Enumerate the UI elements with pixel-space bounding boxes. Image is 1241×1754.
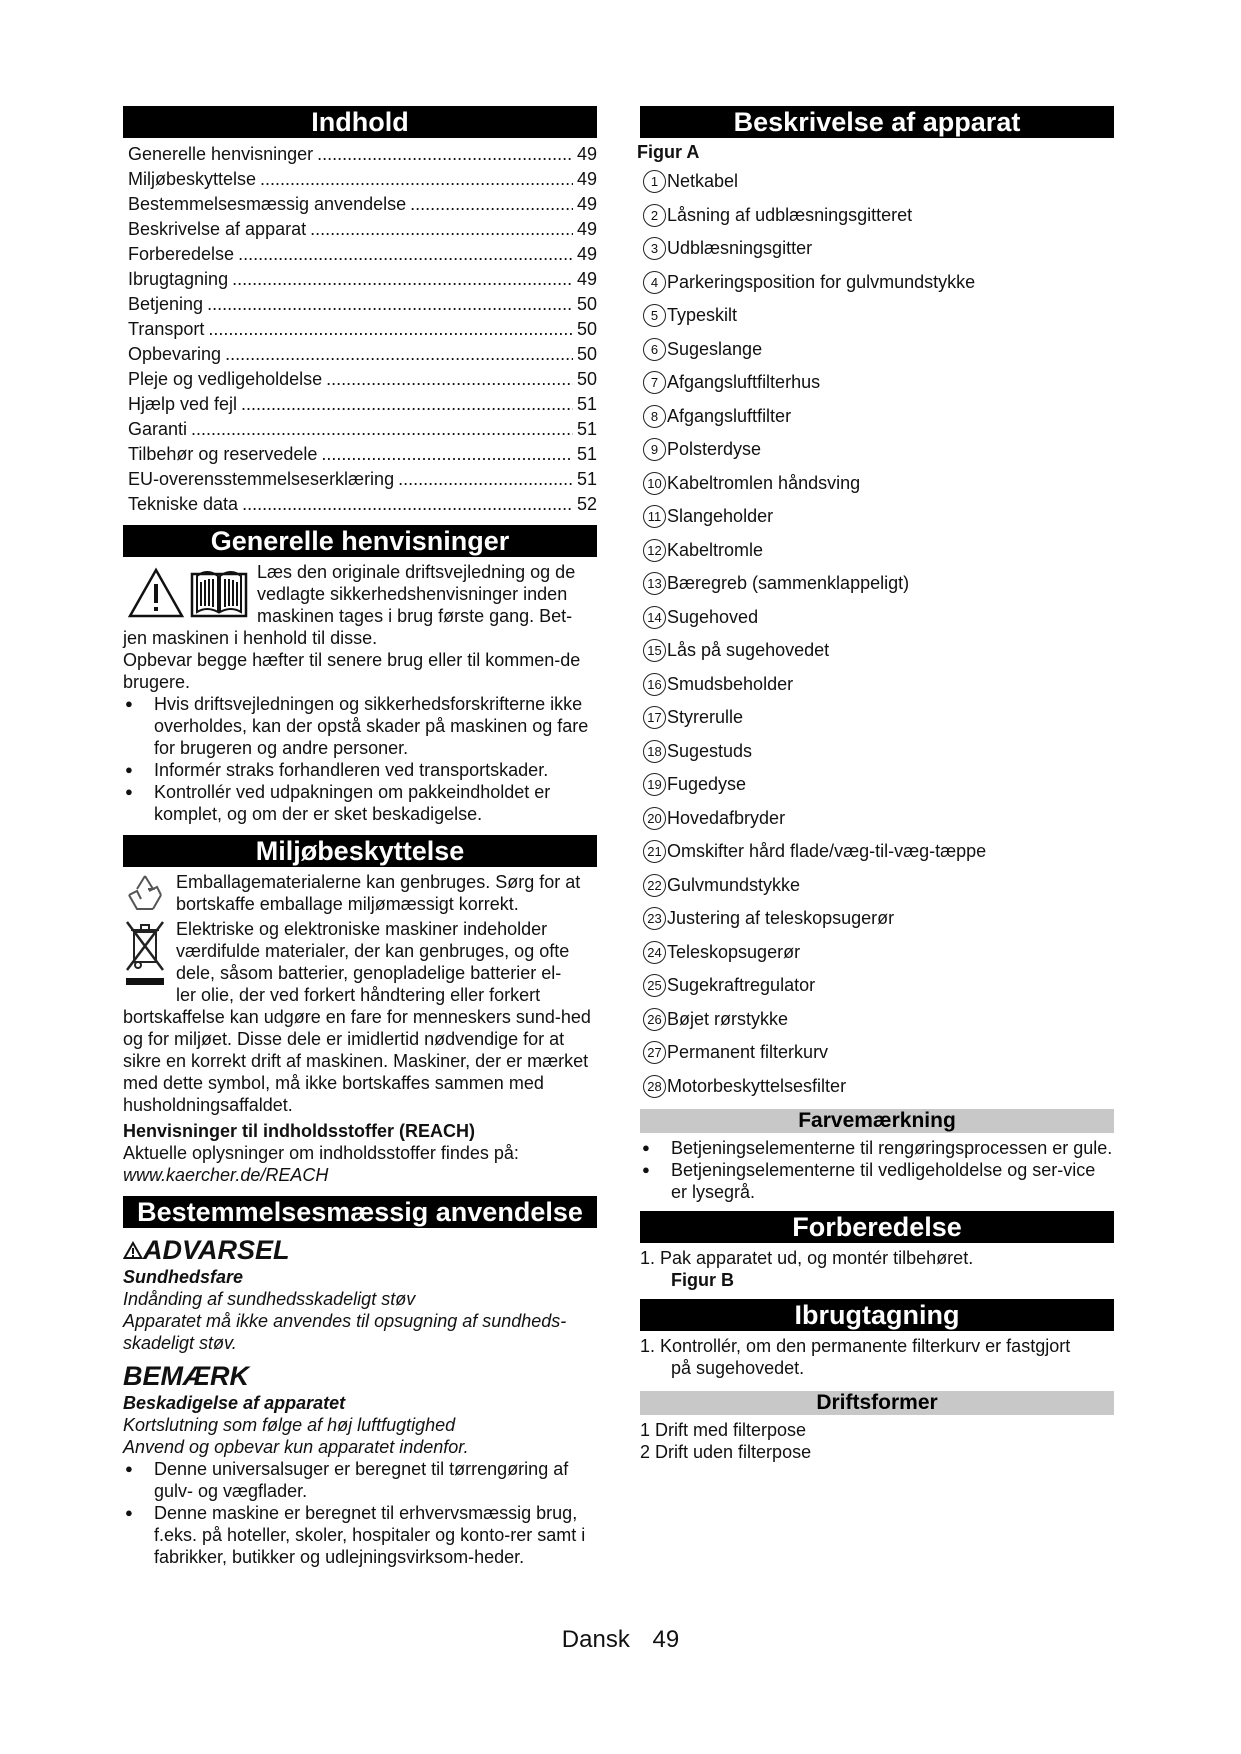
notice-label: BEMÆRK: [123, 1361, 249, 1391]
footer-language: Dansk: [561, 1626, 630, 1653]
list-item: [640, 601, 1114, 635]
part-number-badge: 4: [643, 271, 666, 294]
recycle-icon: [123, 873, 167, 913]
figure-b-label: Figur B: [671, 1270, 734, 1290]
part-number-badge: 20: [643, 807, 666, 830]
list-item: [640, 534, 1114, 568]
warning-label-text: ADVARSEL: [143, 1235, 290, 1265]
color-coding-heading: Farvemærkning: [640, 1109, 1114, 1133]
list-item: ● Kontrollér ved udpakningen om pakkeindholdet er komplet, og om der er sket beskadigelse.: [123, 781, 597, 825]
list-item: [640, 567, 1114, 601]
environment-weee-line: Elektriske og elektroniske maskiner indeholder: [176, 919, 548, 939]
general-intro-tail: jen maskinen i henhold til disse.: [123, 628, 378, 648]
part-label: Justering af teleskopsugerør: [667, 908, 895, 929]
part-label: Udblæsningsgitter: [667, 238, 813, 259]
list-item: [640, 735, 1114, 769]
notice-line: Kortslutning som følge af høj luftfugtighed: [123, 1415, 456, 1435]
part-label: Sugestuds: [667, 740, 753, 761]
part-number-badge: 25: [643, 974, 666, 997]
part-number-badge: 26: [643, 1008, 666, 1031]
part-number-badge: 6: [643, 338, 666, 361]
toc-heading: Indhold: [123, 106, 597, 138]
toc-entry-title: Tilbehør og reservedele: [128, 444, 318, 464]
list-item: [640, 1070, 1114, 1104]
list-item: [640, 467, 1114, 501]
toc-leader-dots: [238, 242, 573, 267]
part-label: Afgangsluftfilterhus: [667, 372, 821, 393]
part-number-badge: 16: [643, 673, 666, 696]
general-heading: Generelle henvisninger: [123, 525, 597, 557]
part-number-badge: 19: [643, 773, 666, 796]
crossed-bin-icon: [123, 918, 167, 990]
part-label: Typeskilt: [667, 305, 738, 326]
toc-entry: [123, 192, 597, 217]
list-item: ● Betjeningselementerne til vedligeholdelse og ser-vice er lysegrå.: [640, 1159, 1114, 1203]
list-item: ● Informér straks forhandleren ved transportskader.: [123, 759, 597, 781]
toc-entry-title: Tekniske data: [128, 494, 239, 514]
toc-entry-page: 49: [576, 269, 597, 289]
toc-entry: [123, 217, 597, 242]
list-item: [640, 634, 1114, 668]
part-label: Styrerulle: [667, 707, 744, 728]
part-label: Sugehoved: [667, 606, 759, 627]
part-number-badge: 23: [643, 907, 666, 930]
warning-line: Indånding af sundhedsskadeligt støv: [123, 1289, 416, 1309]
toc-entry-title: Garanti: [128, 419, 188, 439]
toc-entry-page: 49: [576, 244, 597, 264]
environment-recycle-text: Emballagematerialerne kan genbruges. Sørg for at bortskaffe emballage miljømæssigt korrekt.: [176, 872, 581, 914]
warning-heading: Sundhedsfare: [123, 1267, 244, 1287]
toc-entry-page: 49: [576, 219, 597, 239]
warning-triangle-icon: [123, 1241, 143, 1260]
toc-entry-page: 50: [576, 294, 597, 314]
toc-leader-dots: [241, 392, 573, 417]
part-number-badge: 8: [643, 405, 666, 428]
list-item: [640, 500, 1114, 534]
part-label: Bæregreb (sammenklappeligt): [667, 573, 910, 594]
toc-entry-page: 51: [576, 419, 597, 439]
notice-line: Anvend og opbevar kun apparatet indenfor.: [123, 1437, 469, 1457]
part-label: Kabeltromle: [667, 539, 764, 560]
toc-entry-page: 51: [576, 444, 597, 464]
part-number-badge: 21: [643, 840, 666, 863]
reach-heading: Henvisninger til indholdsstoffer (REACH): [123, 1121, 476, 1141]
toc-entry-page: 50: [576, 369, 597, 389]
part-label: Bøjet rørstykke: [667, 1008, 789, 1029]
list-item: [640, 902, 1114, 936]
general-intro-line: maskinen tages i brug første gang. Bet-: [257, 606, 573, 626]
part-label: Permanent filterkurv: [667, 1042, 829, 1063]
general-bullets: [123, 693, 597, 825]
part-number-badge: 10: [643, 472, 666, 495]
toc-leader-dots: [242, 492, 573, 517]
toc-leader-dots: [410, 192, 573, 217]
toc-leader-dots: [326, 367, 573, 392]
list-item: [640, 299, 1114, 333]
part-number-badge: 3: [643, 237, 666, 260]
warning-label: [123, 1234, 597, 1266]
part-label: Netkabel: [667, 171, 739, 192]
toc-entry-page: 52: [576, 494, 597, 514]
part-label: Slangeholder: [667, 506, 774, 527]
toc-entry: [123, 317, 597, 342]
toc-entry-title: Transport: [128, 319, 205, 339]
toc-leader-dots: [321, 442, 573, 467]
modes-heading: Driftsformer: [640, 1391, 1114, 1415]
toc-entry-title: Generelle henvisninger: [128, 144, 314, 164]
part-number-badge: 28: [643, 1075, 666, 1098]
list-item: [640, 199, 1114, 233]
list-item: [640, 969, 1114, 1003]
part-label: Hovedafbryder: [667, 807, 786, 828]
toc-entry-page: 51: [576, 394, 597, 414]
toc-entry-title: Ibrugtagning: [128, 269, 229, 289]
part-number-badge: 14: [643, 606, 666, 629]
environment-heading: Miljøbeskyttelse: [123, 835, 597, 867]
list-item: ● Denne universalsuger er beregnet til tørrengøring af gulv- og vægflader.: [123, 1458, 597, 1502]
reach-text: Aktuelle oplysninger om indholdsstoffer findes på:: [123, 1143, 519, 1163]
toc-entry-page: 49: [576, 144, 597, 164]
toc-entry-title: Forberedelse: [128, 244, 235, 264]
part-label: Omskifter hård flade/væg-til-væg-tæppe: [667, 841, 987, 862]
part-number-badge: 22: [643, 874, 666, 897]
part-label: Afgangsluftfilter: [667, 405, 792, 426]
toc-entry: [123, 267, 597, 292]
environment-weee-line: dele, såsom batterier, genopladelige batterier el-: [176, 963, 562, 983]
general-intro-line: Læs den originale driftsvejledning og de: [257, 562, 576, 582]
toc-entry: [123, 292, 597, 317]
part-label: Låsning af udblæsningsgitteret: [667, 204, 913, 225]
general-intro-line: vedlagte sikkerhedshenvisninger inden: [257, 584, 568, 604]
toc-entry: [123, 167, 597, 192]
list-item: [640, 400, 1114, 434]
part-label: Fugedyse: [667, 774, 747, 795]
toc-leader-dots: [310, 217, 573, 242]
list-item: ● Hvis driftsvejledningen og sikkerhedsforskrifterne ikke overholdes, kan der opstå skader på maskinen og fare for brugeren og andre personer.: [123, 693, 597, 759]
list-item: [640, 232, 1114, 266]
part-label: Sugekraftregulator: [667, 975, 816, 996]
environment-weee-line: ler olie, der ved forkert håndtering eller forkert: [176, 985, 541, 1005]
list-item: [640, 802, 1114, 836]
general-keep-text: Opbevar begge hæfter til senere brug eller til kommen-de brugere.: [123, 650, 581, 692]
general-intro: [123, 561, 597, 627]
toc-entry-title: Bestemmelsesmæssig anvendelse: [128, 194, 407, 214]
part-number-badge: 15: [643, 639, 666, 662]
toc-leader-dots: [191, 417, 573, 442]
list-item: [640, 333, 1114, 367]
mode-item: 1 Drift med filterpose: [640, 1420, 807, 1440]
list-item: [640, 668, 1114, 702]
toc-leader-dots: [225, 342, 573, 367]
toc-entry-title: Opbevaring: [128, 344, 222, 364]
toc-leader-dots: [208, 317, 573, 342]
left-column: [123, 106, 597, 1568]
environment-weee-tail: bortskaffelse kan udgøre en fare for menneskers sund-hed og for miljøet. Disse dele er imidlertid nødvendige for at sikre en korrekt drift af maskinen. Maskiner, der er mærket med dette symbol, må ikke bortskaffes sammen med husholdningsaffaldet.: [123, 1007, 591, 1115]
toc-leader-dots: [207, 292, 573, 317]
part-number-badge: 12: [643, 539, 666, 562]
part-number-badge: 7: [643, 371, 666, 394]
part-label: Motorbeskyttelsesfilter: [667, 1075, 847, 1096]
mode-item: 2 Drift uden filterpose: [640, 1442, 812, 1462]
intended-use-heading: Bestemmelsesmæssig anvendelse: [123, 1196, 597, 1228]
part-label: Sugeslange: [667, 338, 763, 359]
list-item: [640, 768, 1114, 802]
color-coding-bullets: [640, 1137, 1114, 1203]
toc-leader-dots: [398, 467, 573, 492]
list-item: [640, 366, 1114, 400]
manual-book-icon: [189, 566, 249, 618]
part-label: Gulvmundstykke: [667, 874, 801, 895]
toc-entry: [123, 392, 597, 417]
toc-entry-title: Betjening: [128, 294, 204, 314]
part-label: Polsterdyse: [667, 439, 762, 460]
list-item: ● Betjeningselementerne til rengøringsprocessen er gule.: [640, 1137, 1114, 1159]
toc-leader-dots: [232, 267, 573, 292]
toc-entry: [123, 342, 597, 367]
toc-leader-dots: [317, 142, 573, 167]
toc-entry: [123, 442, 597, 467]
part-number-badge: 24: [643, 941, 666, 964]
list-item: [640, 1003, 1114, 1037]
startup-step-line: på sugehovedet.: [671, 1358, 805, 1378]
preparation-heading: Forberedelse: [640, 1211, 1114, 1243]
warning-triangle-icon: [127, 567, 185, 619]
toc-entry-title: Beskrivelse af apparat: [128, 219, 307, 239]
part-number-badge: 17: [643, 706, 666, 729]
toc-leader-dots: [260, 167, 573, 192]
list-item: [640, 1036, 1114, 1070]
part-label: Teleskopsugerør: [667, 941, 801, 962]
part-number-badge: 13: [643, 572, 666, 595]
page-footer: [0, 1626, 1241, 1654]
part-label: Lås på sugehovedet: [667, 640, 830, 661]
device-heading: Beskrivelse af apparat: [640, 106, 1114, 138]
list-item: [640, 165, 1114, 199]
parts-list: [640, 165, 1114, 1103]
toc-entry: [123, 142, 597, 167]
part-number-badge: 18: [643, 740, 666, 763]
warning-line: Apparatet må ikke anvendes til opsugning af sundheds-skadeligt støv.: [123, 1311, 567, 1353]
part-label: Parkeringsposition for gulvmundstykke: [667, 271, 976, 292]
toc-entry: [123, 367, 597, 392]
part-label: Smudsbeholder: [667, 673, 794, 694]
toc-entry-page: 50: [576, 319, 597, 339]
toc-entry-title: EU-overensstemmelseserklæring: [128, 469, 395, 489]
toc-entry: [123, 417, 597, 442]
list-item: [640, 701, 1114, 735]
toc-entry: [123, 467, 597, 492]
toc-entry-page: 51: [576, 469, 597, 489]
part-number-badge: 27: [643, 1041, 666, 1064]
environment-weee-line: værdifulde materialer, der kan genbruges, og ofte: [176, 941, 570, 961]
figure-a-label: Figur A: [637, 142, 700, 162]
page-number: 49: [652, 1626, 680, 1653]
reach-url: www.kaercher.de/REACH: [123, 1165, 329, 1185]
right-column: [637, 106, 1114, 1463]
list-item: [640, 936, 1114, 970]
list-item: [640, 835, 1114, 869]
part-number-badge: 5: [643, 304, 666, 327]
intended-bullets: [123, 1458, 597, 1568]
toc-entry: [123, 242, 597, 267]
startup-step-line: 1. Kontrollér, om den permanente filterkurv er fastgjort: [640, 1336, 1071, 1356]
list-item: [640, 266, 1114, 300]
part-number-badge: 2: [643, 204, 666, 227]
toc-entry-title: Miljøbeskyttelse: [128, 169, 257, 189]
part-number-badge: 9: [643, 438, 666, 461]
toc-entry-page: 50: [576, 344, 597, 364]
toc-entry: [123, 492, 597, 517]
part-label: Kabeltromlen håndsving: [667, 472, 861, 493]
list-item: [640, 433, 1114, 467]
toc-list: [123, 142, 597, 517]
list-item: ● Denne maskine er beregnet til erhvervsmæssig brug, f.eks. på hoteller, skoler, hospitaler og konto-rer samt i fabrikker, butikker og udlejningsvirksom-heder.: [123, 1502, 597, 1568]
part-number-badge: 1: [643, 170, 666, 193]
toc-entry-page: 49: [576, 194, 597, 214]
startup-heading: Ibrugtagning: [640, 1299, 1114, 1331]
toc-entry-page: 49: [576, 169, 597, 189]
part-number-badge: 11: [643, 505, 666, 528]
toc-entry-title: Hjælp ved fejl: [128, 394, 238, 414]
preparation-step: 1. Pak apparatet ud, og montér tilbehøret.: [640, 1248, 974, 1268]
notice-heading: Beskadigelse af apparatet: [123, 1393, 346, 1413]
toc-entry-title: Pleje og vedligeholdelse: [128, 369, 323, 389]
list-item: [640, 869, 1114, 903]
